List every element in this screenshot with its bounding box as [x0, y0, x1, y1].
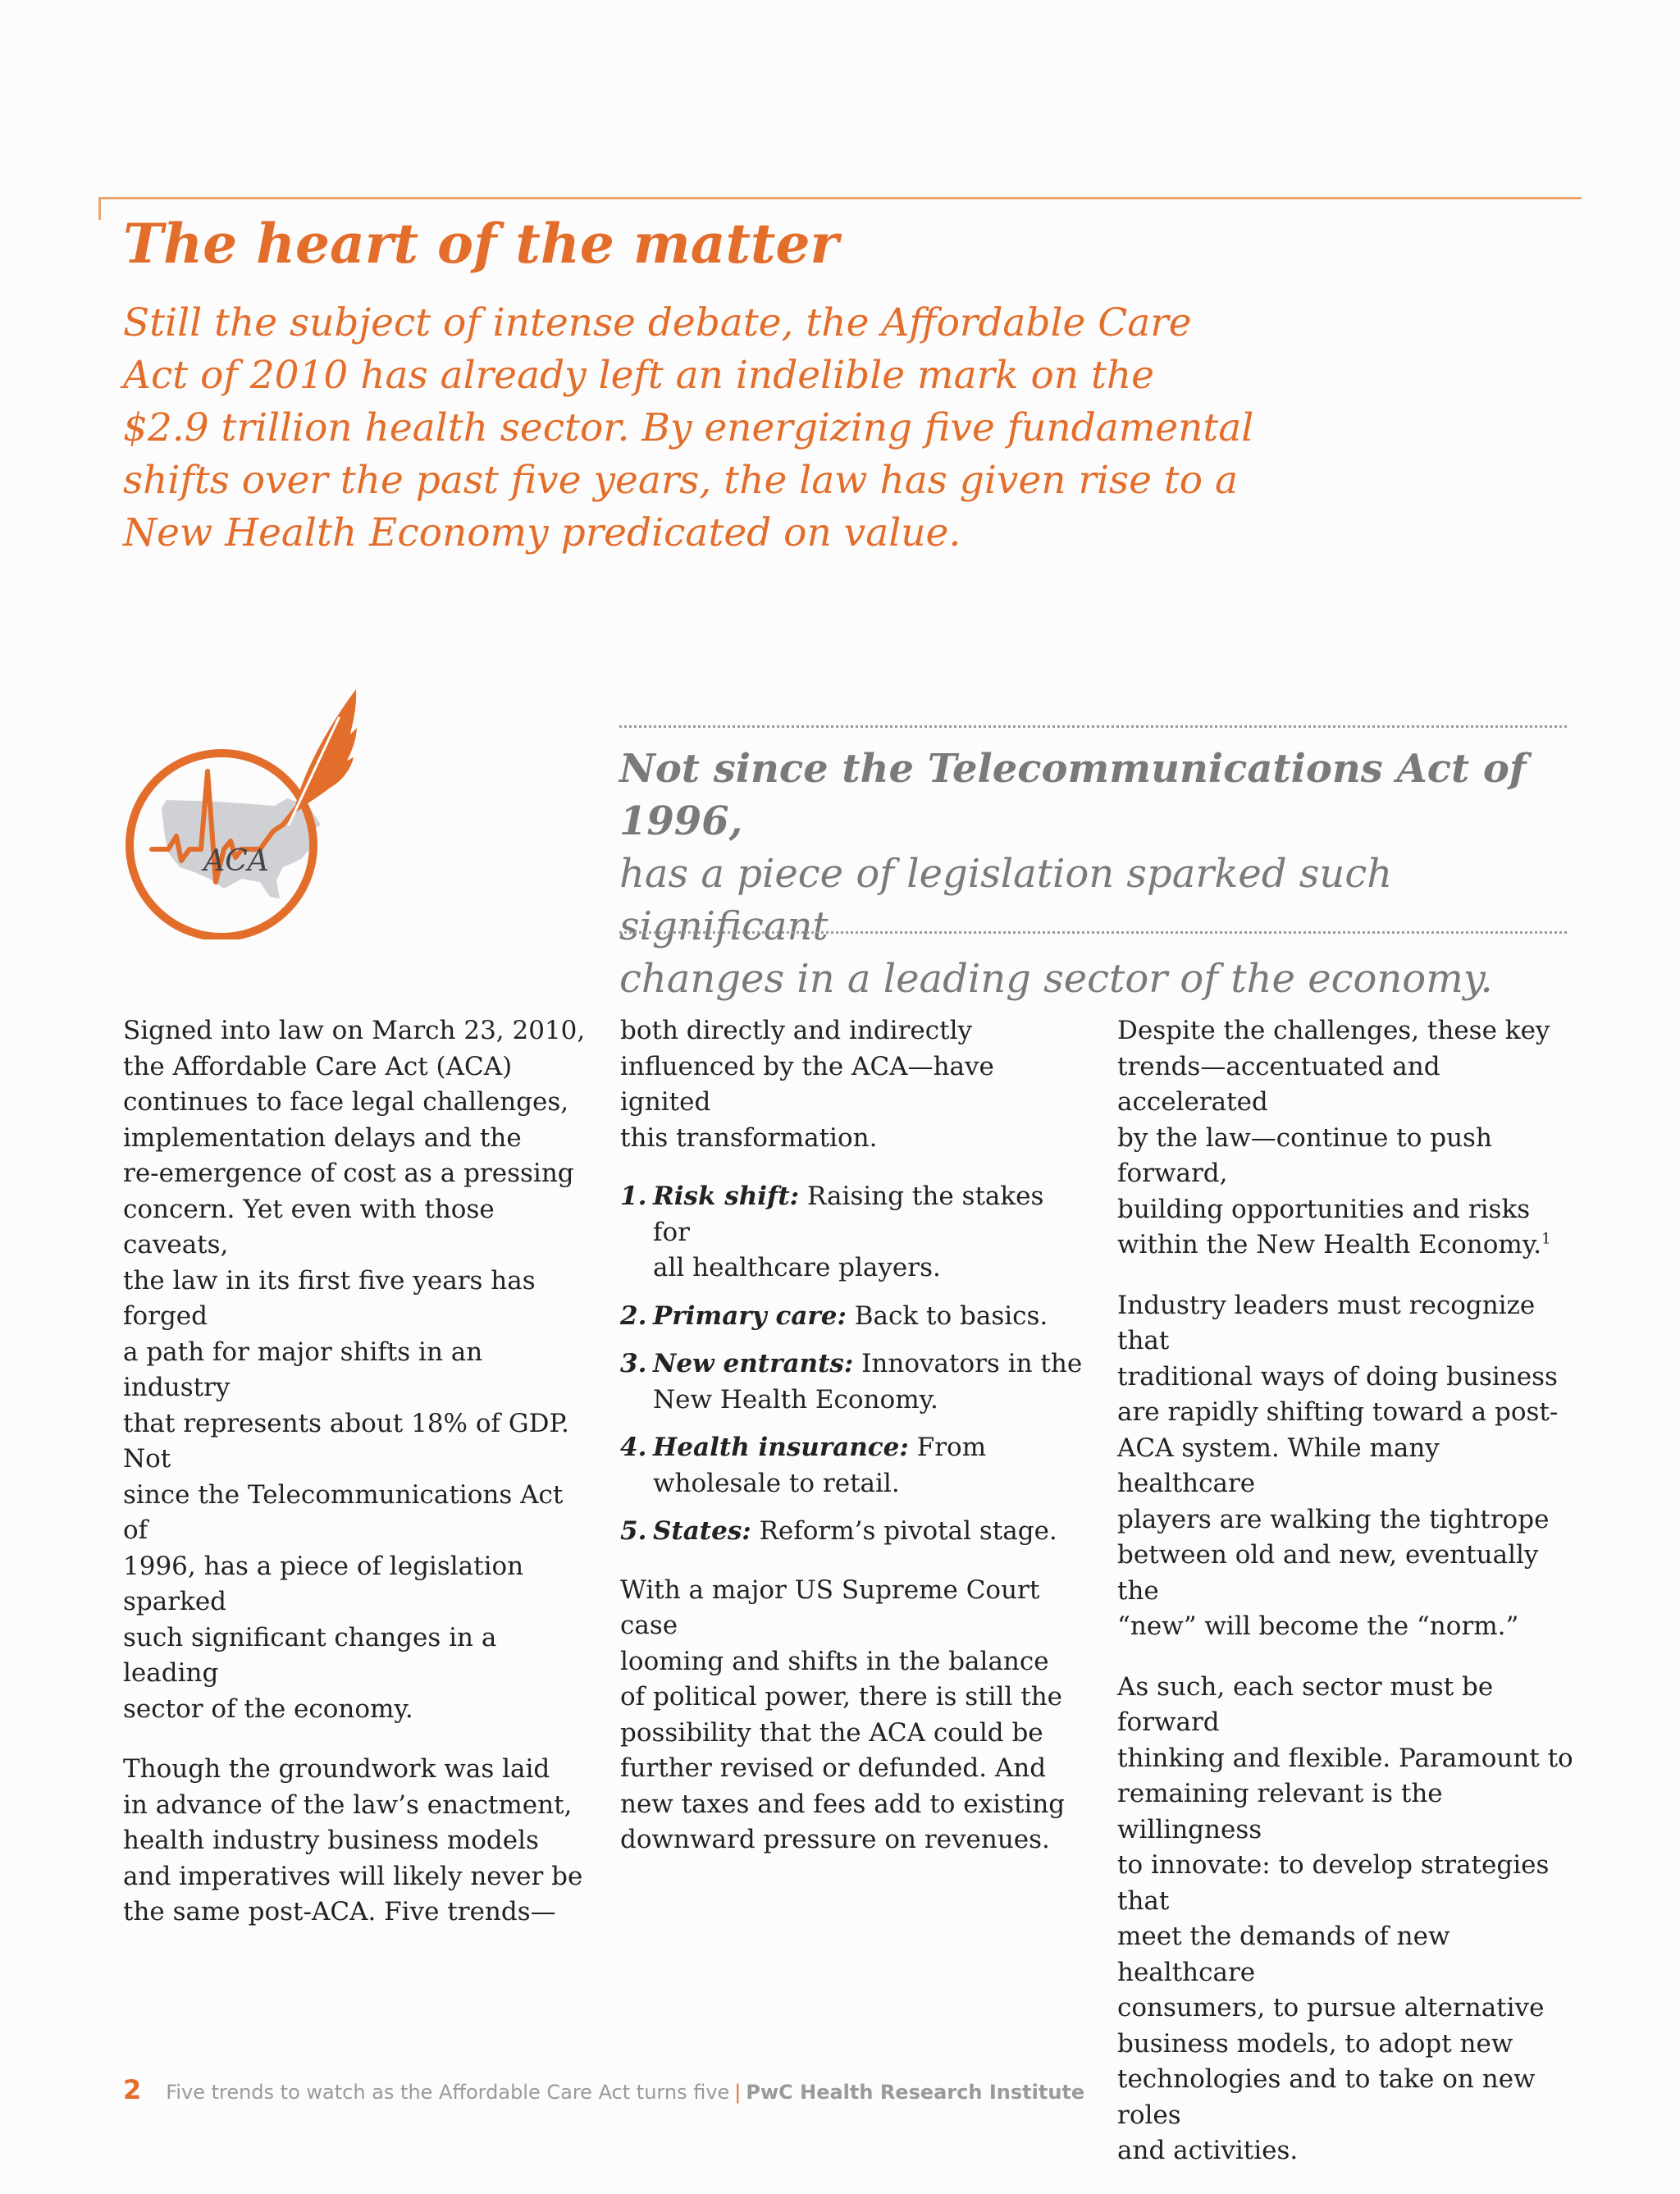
- trend-desc: Innovators in the New Health Economy.: [653, 1349, 1083, 1415]
- page-footer: [123, 2074, 1084, 2105]
- trend-number: 1.: [620, 1182, 647, 1211]
- footer-org: PwC Health Research Institute: [746, 2081, 1085, 2104]
- body-column-1: [123, 1013, 591, 1955]
- body-column-2: [620, 1013, 1088, 1883]
- trend-item: [620, 1430, 1088, 1502]
- trend-desc: Back to basics.: [846, 1300, 1048, 1331]
- trend-item: [620, 1179, 1088, 1287]
- trend-term: Primary care:: [653, 1300, 847, 1331]
- pullquote-rest: has a piece of legislation sparked such significant changes in a leading sector of the economy.: [619, 851, 1493, 1002]
- trend-desc: Raising the stakes for all healthcare players.: [653, 1182, 1044, 1282]
- pullquote-rule-top: [619, 725, 1567, 728]
- trend-term: Health insurance:: [653, 1433, 909, 1462]
- paragraph-text: Despite the challenges, these key trends—accentuated and accelerated by the law—continue to push forward, building opportunities and risks within the New Health Economy.: [1117, 1016, 1550, 1259]
- trend-term: States:: [653, 1516, 751, 1546]
- header-rule-tick: [98, 197, 101, 220]
- footer-doc-title: Five trends to watch as the Affordable Care Act turns five: [166, 2081, 730, 2104]
- trend-desc: Reform’s pivotal stage.: [751, 1516, 1057, 1546]
- trend-number: 3.: [620, 1349, 647, 1378]
- paragraph: Though the groundwork was laid in advance of the law’s enactment, health industry business models and imperatives will likely never be the same post-ACA. Five trends—: [123, 1754, 583, 1927]
- header-rule: [98, 197, 1582, 199]
- pullquote: [619, 743, 1571, 1005]
- pullquote-lead: Not since the Telecommunications Act of 1996,: [619, 746, 1527, 844]
- trend-item: [620, 1299, 1088, 1335]
- paragraph: both directly and indirectly influenced by the ACA—have ignited this transformation.: [620, 1016, 994, 1153]
- page-number: 2: [123, 2074, 142, 2105]
- paragraph: Signed into law on March 23, 2010, the Affordable Care Act (ACA) continues to face legal challenges, implementation delays and the re-emergence of cost as a pressing concern. Yet even with those caveats, the law in its first five years has forged a path for major shifts in an industry that represents about 18% of GDP. Not since the Telecommunications Act of 1996, has a piece of legislation sparked such significant changes in a leading sector of the economy.: [123, 1016, 586, 1724]
- aca-logo: [119, 685, 381, 939]
- trend-term: Risk shift:: [653, 1182, 800, 1211]
- pullquote-rule-bottom: [619, 931, 1567, 934]
- trend-term: New entrants:: [653, 1349, 854, 1378]
- body-column-3: [1117, 1013, 1585, 2194]
- paragraph: As such, each sector must be forward thinking and flexible. Paramount to remaining relevant is the willingness to innovate: to develop strategies that meet the demands of new healthcare consumers, to pursue alternative business models, to adopt new technologies and to take on new roles and activities.: [1117, 1671, 1573, 2165]
- paragraph: Industry leaders must recognize that traditional ways of doing business are rapidly shifting toward a post- ACA system. While many healthcare players are walking the tightrope between old and new, eventually the “new” will become the “norm.”: [1117, 1290, 1559, 1641]
- quill-icon: [289, 689, 357, 825]
- paragraph: [1117, 1013, 1585, 1264]
- trend-number: 4.: [620, 1433, 647, 1462]
- paragraph: With a major US Supreme Court case looming and shifts in the balance of political power, there is still the possibility that the ACA could be further revised or defunded. And new taxes and fees add to existing downward pressure on revenues.: [620, 1575, 1066, 1854]
- logo-label: ACA: [203, 844, 269, 878]
- footnote-marker: 1: [1541, 1230, 1551, 1248]
- trend-item: [620, 1346, 1088, 1418]
- intro-text: Still the subject of intense debate, the Affordable Care Act of 2010 has already left an indelible mark on the $2.9 trillion health sector. By energizing five fundamental shifts over the past five years, the law has given rise to a New Health Economy predicated on value.: [123, 300, 1254, 555]
- trend-item: [620, 1514, 1088, 1550]
- footer-separator: |: [734, 2081, 742, 2104]
- trend-number: 2.: [620, 1300, 647, 1331]
- page-title: The heart of the matter: [123, 212, 839, 276]
- trend-number: 5.: [620, 1516, 647, 1546]
- trend-list: [620, 1179, 1088, 1550]
- trend-desc: From wholesale to retail.: [653, 1433, 987, 1498]
